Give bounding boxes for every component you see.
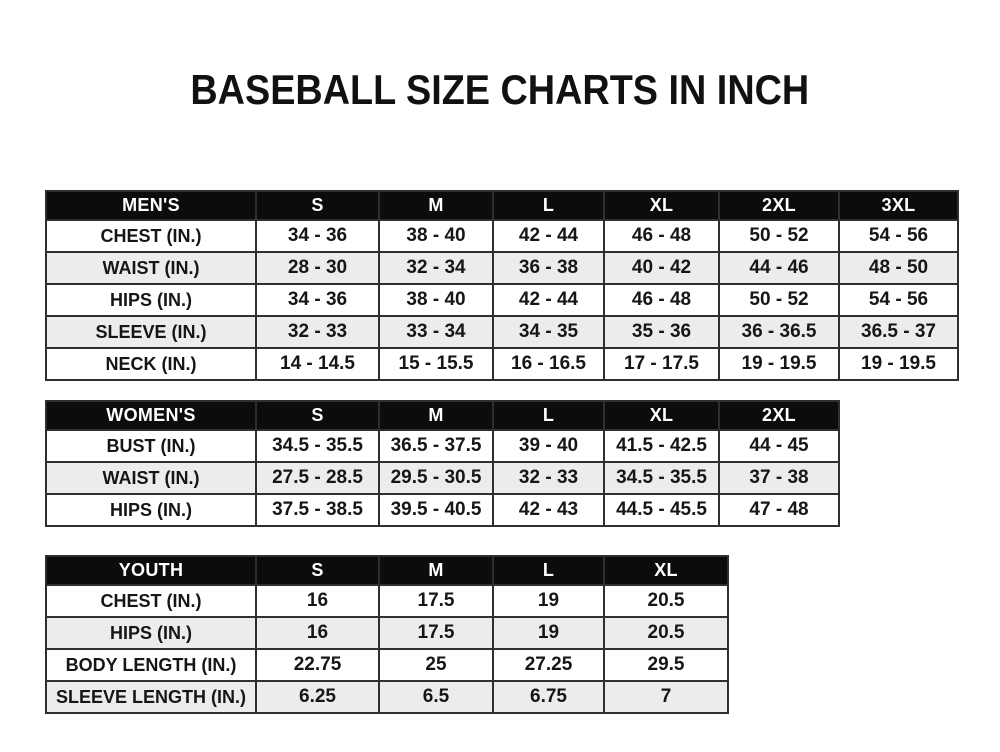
- size-cell: 47 - 48: [719, 494, 839, 526]
- size-cell: 37 - 38: [719, 462, 839, 494]
- row-label: SLEEVE LENGTH (IN.): [46, 681, 256, 713]
- row-label: BUST (IN.): [46, 430, 256, 462]
- size-cell: 20.5: [604, 585, 728, 617]
- size-cell: 34 - 36: [256, 284, 379, 316]
- size-cell: 38 - 40: [379, 284, 493, 316]
- size-cell: 32 - 34: [379, 252, 493, 284]
- size-cell: 22.75: [256, 649, 379, 681]
- size-cell: 25: [379, 649, 493, 681]
- size-cell: 19: [493, 585, 604, 617]
- size-column-header: L: [493, 191, 604, 220]
- header-row: [46, 401, 839, 430]
- row-label: SLEEVE (IN.): [46, 316, 256, 348]
- size-column-header: S: [256, 556, 379, 585]
- table-row: [46, 284, 958, 316]
- size-cell: 28 - 30: [256, 252, 379, 284]
- size-column-header: L: [493, 401, 604, 430]
- size-column-header: M: [379, 191, 493, 220]
- size-cell: 17.5: [379, 585, 493, 617]
- table-row: [46, 348, 958, 380]
- table-row: [46, 585, 728, 617]
- row-label: BODY LENGTH (IN.): [46, 649, 256, 681]
- size-cell: 54 - 56: [839, 220, 958, 252]
- size-cell: 37.5 - 38.5: [256, 494, 379, 526]
- size-cell: 36 - 36.5: [719, 316, 839, 348]
- size-cell: 54 - 56: [839, 284, 958, 316]
- size-column-header: XL: [604, 401, 719, 430]
- size-cell: 38 - 40: [379, 220, 493, 252]
- row-label: HIPS (IN.): [46, 494, 256, 526]
- size-cell: 44 - 46: [719, 252, 839, 284]
- size-cell: 6.75: [493, 681, 604, 713]
- table-row: [46, 617, 728, 649]
- size-cell: 41.5 - 42.5: [604, 430, 719, 462]
- size-cell: 39 - 40: [493, 430, 604, 462]
- table-row: [46, 316, 958, 348]
- size-cell: 33 - 34: [379, 316, 493, 348]
- size-cell: 34.5 - 35.5: [256, 430, 379, 462]
- size-column-header: XL: [604, 191, 719, 220]
- size-cell: 19 - 19.5: [719, 348, 839, 380]
- size-column-header: L: [493, 556, 604, 585]
- size-cell: 32 - 33: [493, 462, 604, 494]
- size-cell: 6.5: [379, 681, 493, 713]
- size-column-header: 3XL: [839, 191, 958, 220]
- size-cell: 34 - 35: [493, 316, 604, 348]
- size-cell: 36.5 - 37: [839, 316, 958, 348]
- size-cell: 17 - 17.5: [604, 348, 719, 380]
- table-row: [46, 462, 839, 494]
- table-row: [46, 252, 958, 284]
- size-cell: 20.5: [604, 617, 728, 649]
- size-cell: 50 - 52: [719, 284, 839, 316]
- size-column-header: M: [379, 556, 493, 585]
- size-cell: 16 - 16.5: [493, 348, 604, 380]
- group-label: WOMEN'S: [46, 401, 256, 430]
- size-cell: 15 - 15.5: [379, 348, 493, 380]
- table-row: [46, 220, 958, 252]
- size-cell: 34 - 36: [256, 220, 379, 252]
- size-table-mens: [45, 190, 959, 381]
- size-column-header: 2XL: [719, 191, 839, 220]
- size-cell: 27.5 - 28.5: [256, 462, 379, 494]
- size-cell: 42 - 43: [493, 494, 604, 526]
- size-cell: 46 - 48: [604, 220, 719, 252]
- size-column-header: XL: [604, 556, 728, 585]
- table-row: [46, 649, 728, 681]
- size-cell: 44 - 45: [719, 430, 839, 462]
- size-cell: 39.5 - 40.5: [379, 494, 493, 526]
- size-cell: 29.5 - 30.5: [379, 462, 493, 494]
- size-cell: 40 - 42: [604, 252, 719, 284]
- size-cell: 36 - 38: [493, 252, 604, 284]
- size-cell: 34.5 - 35.5: [604, 462, 719, 494]
- row-label: WAIST (IN.): [46, 462, 256, 494]
- row-label: CHEST (IN.): [46, 585, 256, 617]
- size-cell: 19 - 19.5: [839, 348, 958, 380]
- size-column-header: 2XL: [719, 401, 839, 430]
- size-cell: 36.5 - 37.5: [379, 430, 493, 462]
- table-row: [46, 681, 728, 713]
- size-cell: 16: [256, 585, 379, 617]
- size-cell: 44.5 - 45.5: [604, 494, 719, 526]
- size-column-header: M: [379, 401, 493, 430]
- row-label: NECK (IN.): [46, 348, 256, 380]
- size-cell: 35 - 36: [604, 316, 719, 348]
- group-label: MEN'S: [46, 191, 256, 220]
- size-table-youth: [45, 555, 729, 714]
- size-cell: 16: [256, 617, 379, 649]
- size-cell: 32 - 33: [256, 316, 379, 348]
- page-title: [0, 66, 1000, 114]
- size-cell: 7: [604, 681, 728, 713]
- page-title-text: BASEBALL SIZE CHARTS IN INCH: [190, 66, 810, 113]
- size-cell: 19: [493, 617, 604, 649]
- size-table-womens: [45, 400, 840, 527]
- size-cell: 17.5: [379, 617, 493, 649]
- size-cell: 14 - 14.5: [256, 348, 379, 380]
- header-row: [46, 191, 958, 220]
- row-label: HIPS (IN.): [46, 284, 256, 316]
- row-label: HIPS (IN.): [46, 617, 256, 649]
- size-cell: 46 - 48: [604, 284, 719, 316]
- size-cell: 42 - 44: [493, 284, 604, 316]
- size-cell: 42 - 44: [493, 220, 604, 252]
- header-row: [46, 556, 728, 585]
- size-column-header: S: [256, 401, 379, 430]
- size-cell: 29.5: [604, 649, 728, 681]
- size-cell: 6.25: [256, 681, 379, 713]
- table-row: [46, 430, 839, 462]
- row-label: WAIST (IN.): [46, 252, 256, 284]
- size-cell: 27.25: [493, 649, 604, 681]
- group-label: YOUTH: [46, 556, 256, 585]
- row-label: CHEST (IN.): [46, 220, 256, 252]
- table-row: [46, 494, 839, 526]
- size-cell: 48 - 50: [839, 252, 958, 284]
- size-cell: 50 - 52: [719, 220, 839, 252]
- size-column-header: S: [256, 191, 379, 220]
